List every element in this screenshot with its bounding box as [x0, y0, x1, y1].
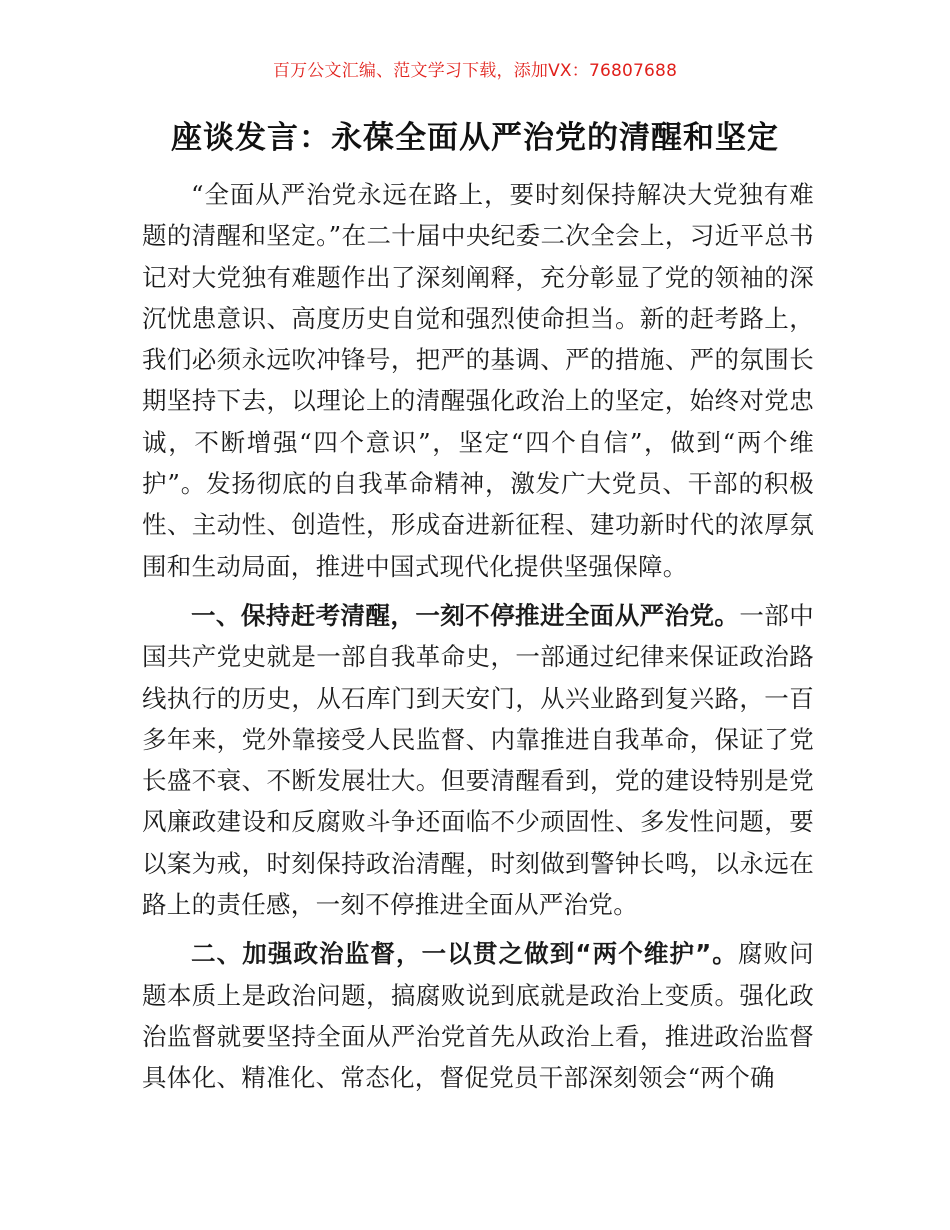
watermark-header: 百万公文汇编、范文学习下载，添加VX：76807688 [272, 61, 678, 81]
document-title: 座谈发言：永葆全面从严治党的清醒和坚定 [171, 120, 779, 156]
document-body [142, 174, 814, 1099]
paragraph-text: “全面从严治党永远在路上，要时刻保持解决大党独有难题的清醒和坚定。”在二十届中央纪委二次全会上，习近平总书记对大党独有难题作出了深刻阐释，充分彰显了党的领袖的深沉忧患意识、高度历史自觉和强烈使命担当。新的赶考路上，我们必须永远吹冲锋号，把严的基调、严的措施、严的氛围长期坚持下去，以理论上的清醒强化政治上的坚定，始终对党忠诚，不断增强“四个意识”，坚定“四个自信”，做到“两个维护”。发扬彻底的自我革命精神，激发广大党员、干部的积极性、主动性、创造性，形成奋进新征程、建功新时代的浓厚氛围和生动局面，推进中国式现代化提供坚强保障。 [142, 180, 814, 581]
paragraph-text: 腐败问题本质上是政治问题，搞腐败说到底就是政治上变质。强化政治监督就要坚持全面从严治党首先从政治上看，推进政治监督具体化、精准化、常态化，督促党员干部深刻领会“两个确 [142, 939, 814, 1093]
paragraph-section-1 [142, 595, 814, 925]
section-heading: 二、加强政治监督，一以贯之做到“两个维护”。 [191, 939, 738, 969]
paragraph-intro [142, 174, 814, 587]
paragraph-section-2 [142, 933, 814, 1098]
paragraph-text: 一部中国共产党史就是一部自我革命史，一部通过纪律来保证政治路线执行的历史，从石库门到天安门，从兴业路到复兴路，一百多年来，党外靠接受人民监督、内靠推进自我革命，保证了党长盛不衰、不断发展壮大。但要清醒看到，党的建设特别是党风廉政建设和反腐败斗争还面临不少顽固性、多发性问题，要以案为戒，时刻保持政治清醒，时刻做到警钟长鸣，以永远在路上的责任感，一刻不停推进全面从严治党。 [142, 600, 814, 920]
section-heading: 一、保持赶考清醒，一刻不停推进全面从严治党。 [191, 600, 740, 630]
